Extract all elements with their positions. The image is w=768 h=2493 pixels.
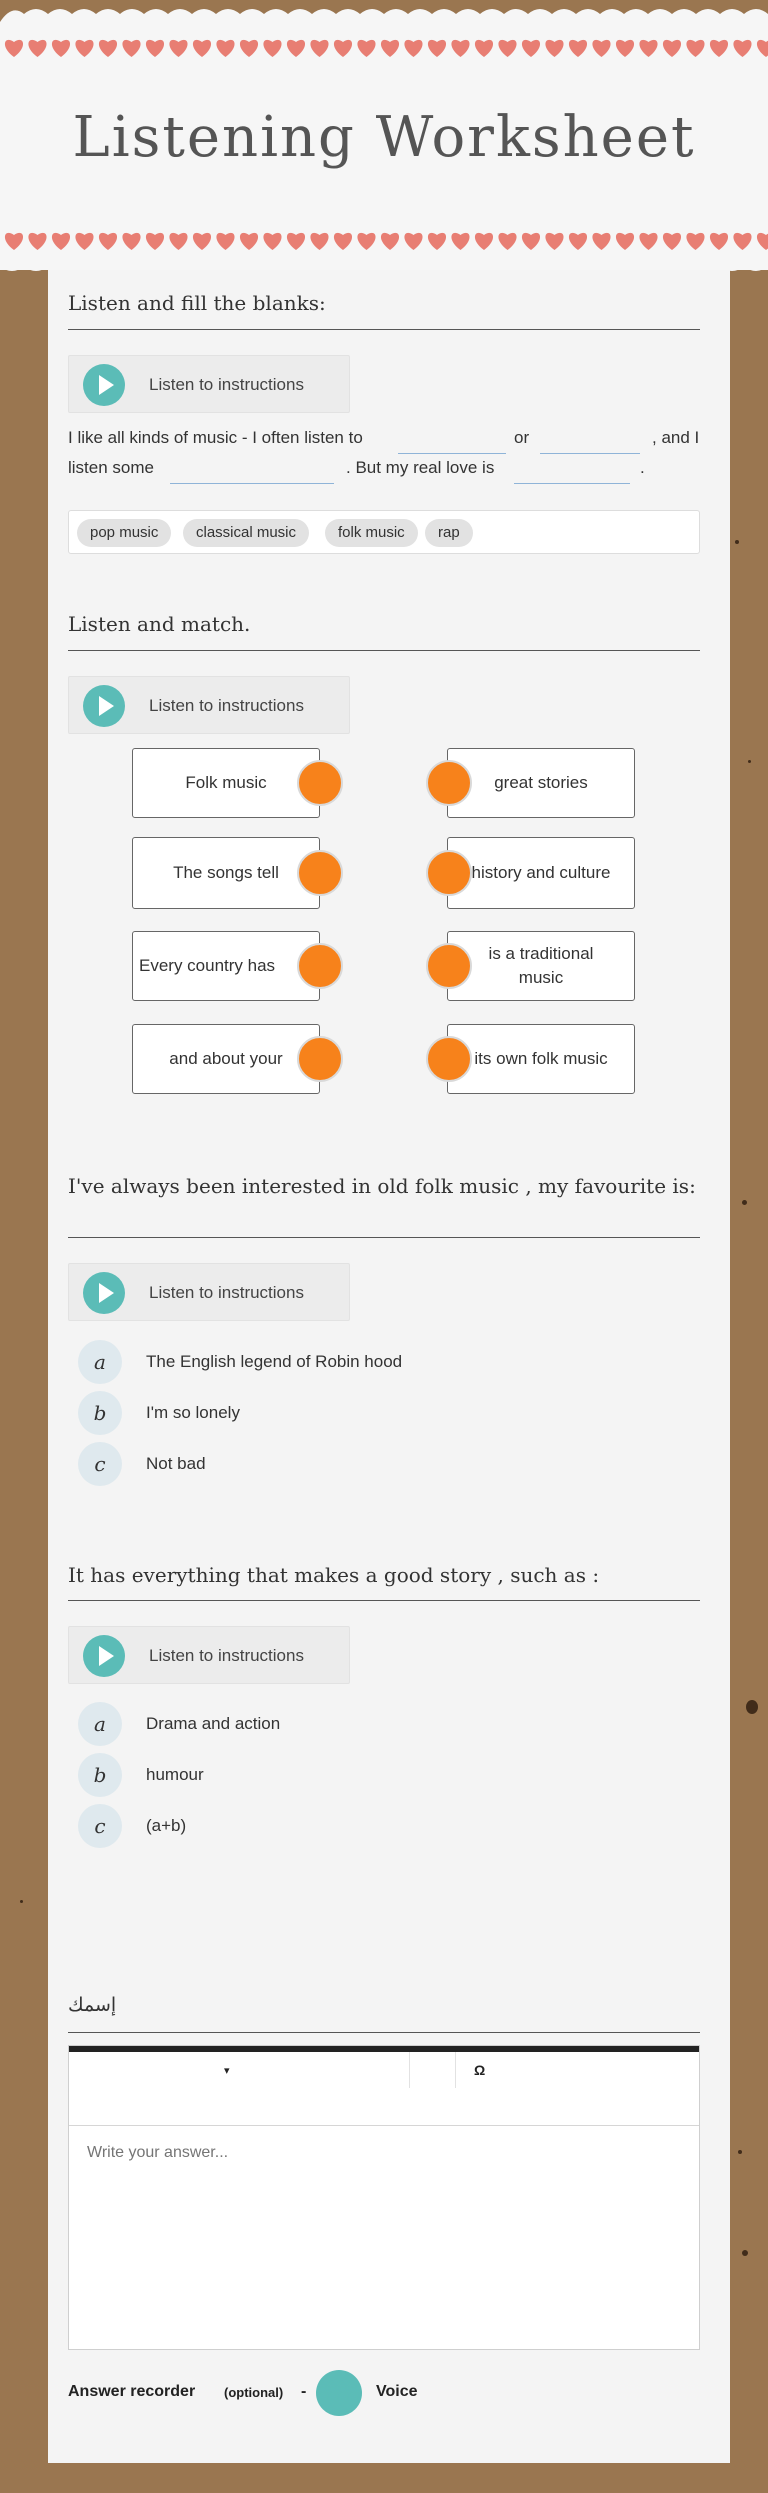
answer-recorder — [68, 2370, 568, 2416]
match-left-item[interactable]: Every country has — [132, 931, 320, 1001]
match-left-item[interactable]: Folk music — [132, 748, 320, 818]
heart-icon — [639, 233, 657, 250]
recorder-label: Answer recorder — [68, 2383, 196, 2400]
heart-icon — [193, 40, 211, 57]
play-icon — [83, 1272, 125, 1314]
option-label: humour — [146, 1765, 204, 1784]
fill-section-title: Listen and fill the blanks: — [68, 291, 326, 315]
answer-option-c[interactable] — [78, 1442, 498, 1486]
option-label: Drama and action — [146, 1714, 281, 1733]
match-connector-left[interactable] — [297, 760, 343, 806]
blank-input-1[interactable] — [398, 452, 506, 454]
toolbar-divider — [455, 2052, 456, 2088]
voice-label: Voice — [376, 2383, 418, 2400]
heart-icon — [451, 40, 469, 57]
fill-text: . — [640, 458, 645, 477]
heart-icon — [240, 40, 258, 57]
heart-icon — [99, 233, 117, 250]
background-speck — [748, 760, 751, 763]
background-speck — [735, 540, 739, 544]
match-right-item[interactable]: great stories — [447, 748, 635, 818]
heart-icon — [663, 233, 681, 250]
hearts-border-top — [0, 35, 768, 61]
heart-icon — [310, 40, 328, 57]
recorder-dash: - — [301, 2383, 307, 2400]
fill-text: . But my real love is — [346, 458, 495, 477]
match-right-item[interactable]: history and culture — [447, 837, 635, 909]
heart-icon — [122, 40, 140, 57]
question-2-title: It has everything that makes a good story , such as : — [68, 1563, 600, 1587]
listen-label: Listen to instructions — [149, 375, 304, 394]
answer-textarea[interactable] — [69, 2126, 699, 2349]
match-connector-right[interactable] — [426, 850, 472, 896]
section-divider — [68, 329, 700, 330]
match-right-item[interactable]: its own folk music — [447, 1024, 635, 1094]
heart-icon — [28, 40, 46, 57]
heart-icon — [733, 233, 751, 250]
record-button[interactable] — [316, 2370, 362, 2416]
answer-option-a[interactable] — [78, 1702, 498, 1746]
play-icon — [83, 364, 125, 406]
heart-icon — [498, 233, 516, 250]
option-label: The English legend of Robin hood — [146, 1352, 403, 1371]
page-title: Listening Worksheet — [72, 105, 696, 170]
heart-icon — [451, 233, 469, 250]
match-connector-right[interactable] — [426, 943, 472, 989]
heart-icon — [428, 233, 446, 250]
option-letter: a — [78, 1702, 122, 1746]
heart-icon — [263, 40, 281, 57]
heart-icon — [498, 40, 516, 57]
heart-icon — [193, 233, 211, 250]
section-divider — [68, 1600, 700, 1601]
blank-input-3[interactable] — [170, 482, 334, 484]
match-connector-left[interactable] — [297, 850, 343, 896]
heart-icon — [522, 40, 540, 57]
background-speck — [746, 1700, 758, 1714]
listen-label: Listen to instructions — [149, 1646, 304, 1665]
heart-icon — [5, 233, 23, 250]
heart-icon — [287, 233, 305, 250]
recorder-optional: (optional) — [224, 2385, 284, 2400]
play-icon — [83, 685, 125, 727]
option-letter: c — [78, 1804, 122, 1848]
fill-text: , and I — [652, 428, 700, 447]
heart-icon — [569, 233, 587, 250]
heart-icon — [592, 233, 610, 250]
match-connector-left[interactable] — [297, 943, 343, 989]
heart-icon — [52, 40, 70, 57]
match-listen-button[interactable] — [68, 676, 350, 734]
heart-icon — [75, 40, 93, 57]
background-speck — [20, 1900, 23, 1903]
word-chip[interactable]: classical music — [183, 519, 309, 547]
heart-icon — [757, 233, 768, 250]
heart-icon — [475, 233, 493, 250]
heart-icon — [381, 233, 399, 250]
listen-label: Listen to instructions — [149, 1283, 304, 1302]
header-top-edge — [0, 0, 768, 22]
answer-option-b[interactable] — [78, 1391, 498, 1435]
option-label: Not bad — [146, 1454, 206, 1473]
match-left-item[interactable]: The songs tell — [132, 837, 320, 909]
name-section-title — [68, 1992, 700, 2019]
match-connector-right[interactable] — [426, 1036, 472, 1082]
heart-icon — [428, 40, 446, 57]
heart-icon — [710, 233, 728, 250]
heart-icon — [75, 233, 93, 250]
match-right-item[interactable]: is a traditional music — [447, 931, 635, 1001]
worksheet-header — [0, 0, 768, 270]
background-speck — [742, 1200, 747, 1205]
heart-icon — [404, 40, 422, 57]
heart-icon — [169, 233, 187, 250]
section-divider — [68, 2032, 700, 2033]
hearts-border-bottom — [0, 228, 768, 254]
option-letter: b — [78, 1753, 122, 1797]
heart-icon — [522, 233, 540, 250]
match-left-item[interactable]: and about your — [132, 1024, 320, 1094]
question-1-title: I've always been interested in old folk music , my favourite is: — [68, 1174, 696, 1198]
heart-icon — [334, 40, 352, 57]
worksheet-body — [48, 270, 730, 2463]
heart-icon — [310, 233, 328, 250]
heart-icon — [99, 40, 117, 57]
heart-icon — [404, 233, 422, 250]
editor-toolbar — [69, 2046, 699, 2126]
heart-icon — [616, 40, 634, 57]
answer-option-a[interactable] — [78, 1340, 498, 1384]
q2-listen-button[interactable] — [68, 1626, 350, 1684]
play-icon — [83, 1635, 125, 1677]
answer-option-c[interactable] — [78, 1804, 498, 1848]
heart-icon — [545, 40, 563, 57]
section-divider — [68, 1237, 700, 1238]
heart-icon — [686, 40, 704, 57]
blank-input-4[interactable] — [514, 482, 630, 484]
heart-icon — [616, 233, 634, 250]
omega-icon[interactable]: Ω — [474, 2062, 486, 2078]
heart-icon — [357, 233, 375, 250]
heart-icon — [381, 40, 399, 57]
answer-option-b[interactable] — [78, 1753, 498, 1797]
q1-listen-button[interactable] — [68, 1263, 350, 1321]
background-speck — [738, 2150, 742, 2154]
heart-icon — [757, 40, 768, 57]
fill-text: or — [514, 428, 530, 447]
heart-icon — [216, 233, 234, 250]
name-section-label: إسمك — [68, 1994, 117, 2016]
option-letter: c — [78, 1442, 122, 1486]
background-speck — [742, 2250, 748, 2256]
word-bank — [68, 510, 700, 554]
option-letter: b — [78, 1391, 122, 1435]
answer-editor — [68, 2045, 700, 2350]
fill-text: listen some — [68, 458, 154, 477]
heart-icon — [663, 40, 681, 57]
chevron-down-icon[interactable]: ▾ — [224, 2065, 230, 2077]
blank-input-2[interactable] — [540, 452, 640, 454]
section-divider — [68, 650, 700, 651]
fill-listen-button[interactable] — [68, 355, 350, 413]
option-label: I'm so lonely — [146, 1403, 240, 1422]
option-letter: a — [78, 1340, 122, 1384]
heart-icon — [5, 40, 23, 57]
heart-icon — [263, 233, 281, 250]
heart-icon — [686, 233, 704, 250]
heart-icon — [28, 233, 46, 250]
heart-icon — [122, 233, 140, 250]
word-chip[interactable]: rap — [425, 519, 473, 547]
heart-icon — [216, 40, 234, 57]
heart-icon — [733, 40, 751, 57]
heart-icon — [52, 233, 70, 250]
fill-text: I like all kinds of music - I often listen to — [68, 428, 363, 447]
match-connector-right[interactable] — [426, 760, 472, 806]
toolbar-divider — [409, 2052, 410, 2088]
match-connector-left[interactable] — [297, 1036, 343, 1082]
heart-icon — [357, 40, 375, 57]
heart-icon — [146, 40, 164, 57]
word-chip[interactable]: pop music — [77, 519, 171, 547]
heart-icon — [545, 233, 563, 250]
listen-label: Listen to instructions — [149, 696, 304, 715]
heart-icon — [169, 40, 187, 57]
word-chip[interactable]: folk music — [325, 519, 418, 547]
heart-icon — [569, 40, 587, 57]
heart-icon — [240, 233, 258, 250]
heart-icon — [710, 40, 728, 57]
heart-icon — [475, 40, 493, 57]
heart-icon — [334, 233, 352, 250]
heart-icon — [287, 40, 305, 57]
heart-icon — [592, 40, 610, 57]
heart-icon — [146, 233, 164, 250]
option-label: (a+b) — [146, 1816, 187, 1835]
match-section-title: Listen and match. — [68, 612, 251, 636]
heart-icon — [639, 40, 657, 57]
